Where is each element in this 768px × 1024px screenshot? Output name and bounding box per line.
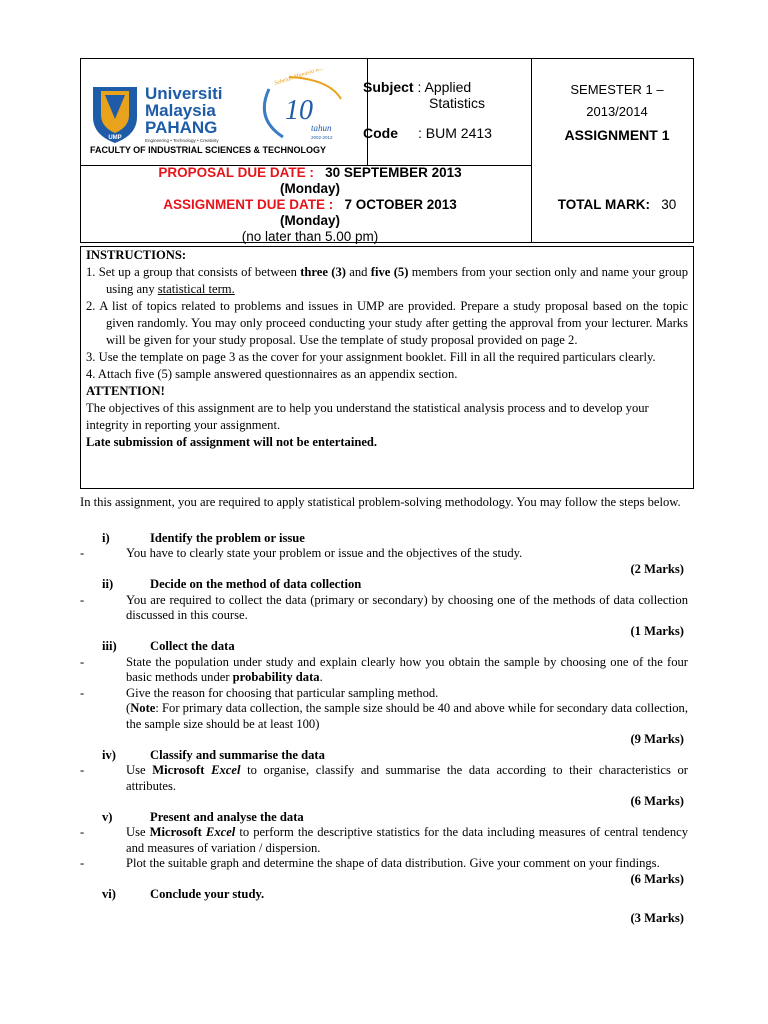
objectives-text: The objectives of this assignment are to help you understand the statistical analysis process and to develop your integrity in reporting your assignment. (86, 401, 649, 432)
faculty-name: FACULTY OF INDUSTRIAL SCIENCES & TECHNOLOGY (90, 145, 327, 155)
subject-block (363, 79, 492, 141)
logo-badge: UMP (108, 135, 122, 141)
section-heading: iii) Collect the data (102, 639, 235, 653)
code-label: Code (363, 125, 398, 141)
anniversary-range: 2002-2012 (311, 135, 333, 140)
section-marks: (3 Marks) (630, 910, 684, 925)
sampling-note: (Note: For primary data collection, the sample size should be 40 and above while for secondary data collection, the sample size should be at least 100) (126, 701, 689, 731)
instructions-box (80, 246, 694, 489)
instruction-4: 4. Attach five (5) sample answered questionnaires as an appendix section. (86, 367, 458, 381)
assignment-number: ASSIGNMENT 1 (564, 127, 670, 143)
total-mark-label: TOTAL MARK: (557, 197, 650, 212)
code-value: : BUM 2413 (418, 125, 492, 141)
section-heading: ii) Decide on the method of data collection (102, 577, 362, 591)
logo-tagline: Engineering • Technology • Creativity (145, 138, 219, 143)
list-item: - State the population under study and explain clearly how you obtain the sample by choosing one of the four basic methods under probability data. (80, 654, 688, 684)
total-mark-value: 30 (661, 197, 677, 212)
semester-block (539, 79, 695, 123)
intro-paragraph: In this assignment, you are required to apply statistical problem-solving methodology. You may follow the steps below. (80, 495, 681, 509)
proposal-due-day: (Monday) (280, 181, 340, 196)
section-marks: (9 Marks) (630, 732, 684, 746)
section-heading: v) Present and analyse the data (102, 809, 304, 824)
header-table (80, 58, 694, 243)
instruction-1: 1. Set up a group that consists of between three (3) and five (5) members from your section only and name your group using any statistical term. (86, 265, 688, 296)
assignment-due-day: (Monday) (280, 213, 340, 228)
subject-value-2: Statistics (429, 95, 486, 111)
instruction-2: 2. A list of topics related to problems and issues in UMP are provided. Prepare a study proposal based on the topic given randomly. You may only proceed conducting your study after getting the approval from your lecturer. Marks will be given for your study proposal. Use the template of study proposal provided on page 2. (86, 299, 688, 347)
list-item: - You are required to collect the data (primary or secondary) by choosing one of the methods of data collection discussed in this course. (80, 592, 688, 622)
assignment-due-date: 7 OCTOBER 2013 (344, 197, 457, 212)
academic-year: 2013/2014 (586, 104, 648, 119)
attention-heading: ATTENTION! (86, 384, 165, 398)
logo-line-3: PAHANG (145, 118, 218, 137)
semester: SEMESTER 1 – (570, 82, 664, 97)
assignment-due-label: ASSIGNMENT DUE DATE : (163, 197, 334, 212)
section-marks: (6 Marks) (630, 794, 684, 808)
list-item: - Use Microsoft Excel to organise, classify and summarise the data according to their characteristics or attributes. (80, 763, 689, 793)
proposal-due-label: PROPOSAL DUE DATE : (158, 165, 314, 180)
due-dates (81, 165, 539, 245)
instruction-3: 3. Use the template on page 3 as the cover for your assignment booklet. Fill in all the required particulars clearly. (86, 350, 656, 364)
instructions-title: INSTRUCTIONS: (86, 248, 187, 262)
subject-label: Subject (363, 79, 414, 95)
svg-text:10: 10 (285, 95, 313, 126)
section-marks: (6 Marks) (630, 871, 684, 886)
section-heading: i) Identify the problem or issue (102, 530, 305, 545)
deadline-note: (no later than 5.00 pm) (241, 229, 379, 244)
list-item: - You have to clearly state your problem or issue and the objectives of the study. (80, 546, 523, 560)
anniversary-script: Sebelah Manusia Kecemerlangan (273, 69, 353, 87)
section-marks: (2 Marks) (630, 561, 684, 576)
late-submission-note: Late submission of assignment will not be entertained. (86, 435, 378, 449)
subject-value: : Applied (417, 79, 472, 95)
anniversary-years: tahun (311, 123, 332, 133)
section-marks: (1 Marks) (630, 623, 684, 638)
proposal-due-date: 30 SEPTEMBER 2013 (325, 165, 462, 180)
list-item: - Plot the suitable graph and determine the shape of data distribution. Give your comment on your findings. (80, 856, 660, 870)
section-heading: vi) Conclude your study. (102, 887, 265, 901)
section-heading: iv) Classify and summarise the data (102, 747, 325, 762)
logo-line-1: Universiti (145, 84, 223, 103)
list-item: - Give the reason for choosing that particular sampling method. (80, 685, 439, 700)
list-item: - Use Microsoft Excel to perform the descriptive statistics for the data including measures of central tendency and measures of variation / dispersion. (80, 825, 689, 855)
logo-line-2: Malaysia (145, 101, 216, 120)
assignment-body (80, 495, 688, 926)
total-mark (539, 197, 695, 212)
